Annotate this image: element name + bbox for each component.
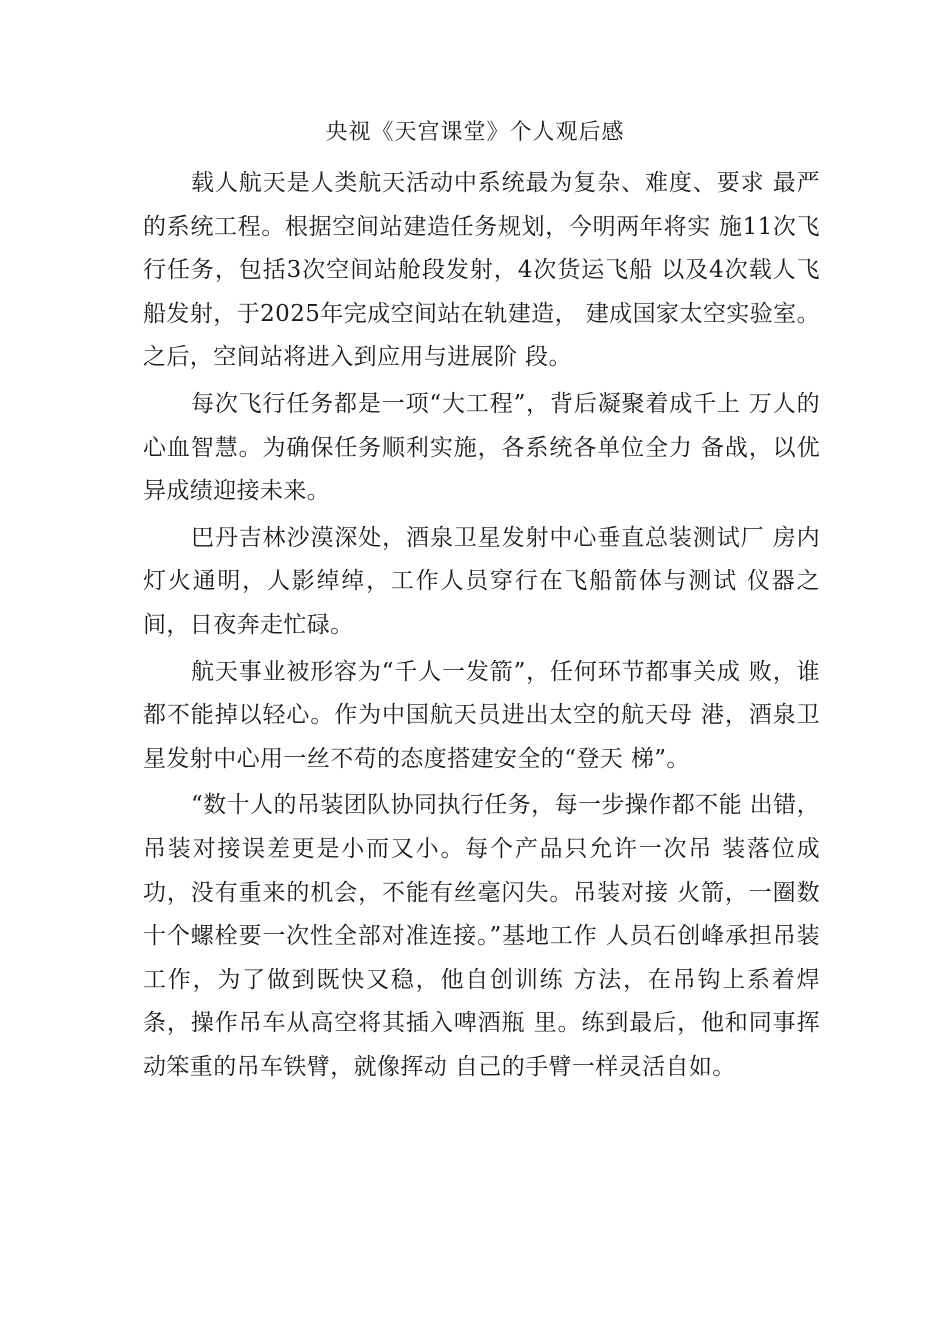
paragraph-1: 载人航天是人类航天活动中系统最为复杂、难度、要求 最严的系统工程。根据空间站建造任务规划，今明两年将实 施11次飞行任务，包括3次空间站舱段发射，4次货运飞船 以及4次载人飞船发射，于2025年完成空间站在轨建造， 建成国家太空实验室。之后，空间站将进入到应用与进展阶 段。: [143, 170, 820, 371]
document-body: [143, 162, 820, 1092]
paragraph-5: “数十人的吊装团队协同执行任务，每一步操作都不能 出错，吊装对接误差更是小而又小。每个产品只允许一次吊 装落位成功，没有重来的机会，不能有丝毫闪失。吊装对接 火箭，一圈数十个螺栓要一次性全部对准连接。”基地工作 人员石创峰承担吊装工作，为了做到既快又稳，他自创训练 方法，在吊钩上系着焊条，操作吊车从高空将其插入啤酒瓶 里。练到最后，他和同事挥动笨重的吊车铁臂，就像挥动 自己的手臂一样灵活自如。: [143, 792, 820, 1080]
paragraph-4: 航天事业被形容为“千人一发箭”，任何环节都事关成 败，谁都不能掉以轻心。作为中国航天员进出太空的航天母 港，酒泉卫星发射中心用一丝不苟的态度搭建安全的“登天 梯”。: [143, 658, 820, 772]
paragraph-3: 巴丹吉林沙漠深处，酒泉卫星发射中心垂直总装测试厂 房内灯火通明，人影绰绰，工作人员穿行在飞船箭体与测试 仪器之间，日夜奔走忙碌。: [143, 524, 820, 638]
paragraph-2: 每次飞行任务都是一项“大工程”，背后凝聚着成千上 万人的心血智慧。为确保任务顺利实施，各系统各单位全力 备战，以优异成绩迎接未来。: [143, 390, 820, 505]
document-title: 央视《天宫课堂》个人观后感: [325, 120, 625, 145]
